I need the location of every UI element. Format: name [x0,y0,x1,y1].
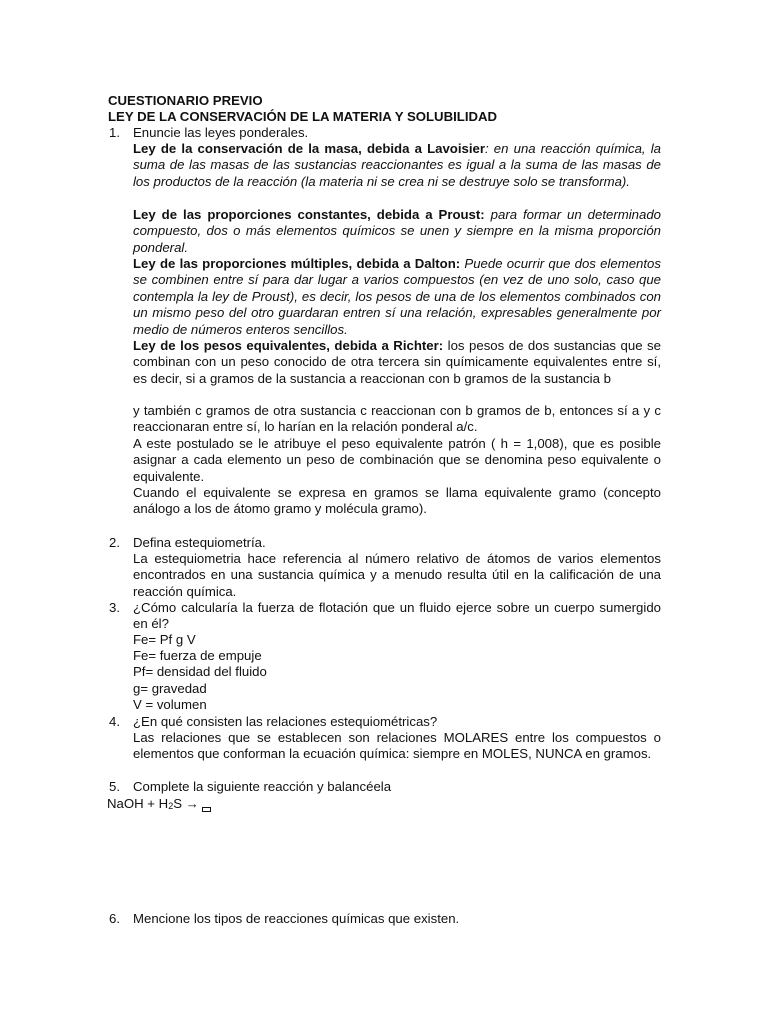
law-dalton-title: Ley de las proporciones múltiples, debida a Dalton: [133,256,461,271]
q6-question: Mencione los tipos de reacciones químicas que existen. [133,911,460,926]
q1-question: Enuncie las leyes ponderales. [133,125,309,140]
q3-def-v: V = volumen [133,697,207,712]
richter-paragraph-2: y también c gramos de otra sustancia c reaccionan con b gramos de b, entonces sí a y c reaccionaran entre sí, lo harían en la relación ponderal a/c. [133,403,661,435]
reaction-subscript: 2 [168,801,174,811]
law-richter-title: Ley de los pesos equivalentes, debida a Richter: [133,338,444,353]
q6-number: 6. [109,911,120,926]
q2-number: 2. [109,535,120,550]
law-lavoisier [133,141,661,190]
blank-box-icon [202,807,211,812]
law-lavoisier-text: : en una reacción química, la suma de las masas de las sustancias reaccionantes es igual a la suma de las masas de los productos de la reacción (la materia ni se crea ni se destruye solo se transforma). [133,141,661,189]
law-proust-text: para formar un determinado compuesto, dos o más elementos químicos se unen y siempre en la misma proporción ponderal. [133,207,661,255]
q3-def-fe: Fe= fuerza de empuje [133,648,262,663]
title-cuestionario: CUESTIONARIO PREVIO [108,93,263,108]
q3-number: 3. [109,600,120,615]
reaction-lhs: NaOH + H [107,796,169,811]
reaction-rhs: S → [173,796,199,811]
q3-def-g: g= gravedad [133,681,207,696]
q3-question: ¿Cómo calcularía la fuerza de flotación que un fluido ejerce sobre un cuerpo sumergido en él? [133,600,661,632]
q1-number: 1. [109,125,120,140]
richter-paragraph-4: Cuando el equivalente se expresa en gramos se llama equivalente gramo (concepto análogo a los de átomo gramo y molécula gramo). [133,485,661,517]
q3-def-pf: Pf= densidad del fluido [133,664,267,679]
law-richter-text: los pesos de dos sustancias que se combinan con un peso conocido de otra tercera sin químicamente equivalentes entre sí, es decir, si a gramos de la sustancia a reaccionan con b gramos de la sustancia b [133,338,661,386]
q3-formula: Fe= Pf g V [133,632,196,647]
q2-question: Defina estequiometría. [133,535,266,550]
law-lavoisier-title: Ley de la conservación de la masa, debida a Lavoisier [133,141,485,156]
title-ley: LEY DE LA CONSERVACIÓN DE LA MATERIA Y SOLUBILIDAD [108,109,498,124]
law-richter [133,338,661,387]
q5-number: 5. [109,779,120,794]
q4-number: 4. [109,714,120,729]
q5-question: Complete la siguiente reacción y balancéela [133,779,392,794]
reaction-equation [107,796,407,814]
richter-paragraph-3: A este postulado se le atribuye el peso equivalente patrón ( h = 1,008), que es posible asignar a cada elemento un peso de combinación que se denomina peso equivalente o equivalente. [133,436,661,484]
q2-answer: La estequiometria hace referencia al número relativo de átomos de varios elementos encontrados en una sustancia química y a menudo resulta útil en la calificación de una reacción química. [133,551,661,599]
q4-answer: Las relaciones que se establecen son relaciones MOLARES entre los compuestos o elementos que conforman la ecuación química: siempre en MOLES, NUNCA en gramos. [133,730,661,762]
law-proust [133,207,661,256]
q4-question: ¿En qué consisten las relaciones estequiométricas? [133,714,438,729]
law-proust-title: Ley de las proporciones constantes, debida a Proust: [133,207,485,222]
law-dalton [133,256,661,338]
law-dalton-text: Puede ocurrir que dos elementos se combinen entre sí para dar lugar a varios compuestos (en vez de uno solo, caso que contempla la ley de Proust), es decir, los pesos de una de los elementos combinados con un mismo peso del otro guardaran entren sí una relación, expresables generalmente por medio de números enteros sencillos. [133,256,661,337]
